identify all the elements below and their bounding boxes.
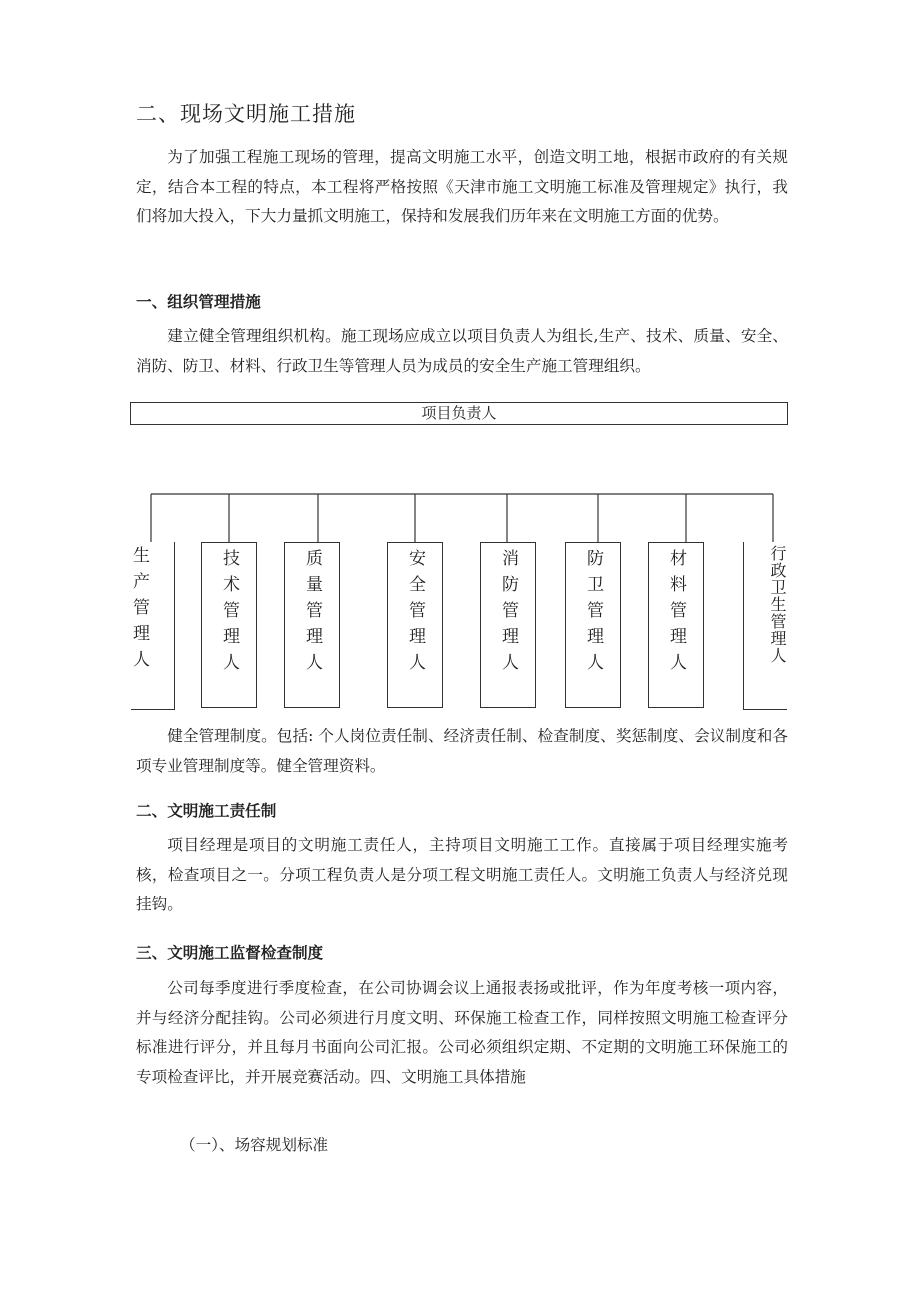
responsibility-paragraph: 项目经理是项目的文明施工责任人，主持项目文明施工工作。直接属于项目经理实施考核，检查项目之一。分项工程负责人是分项工程文明施工责任人。文明施工负责人与经济兑现挂钩。 bbox=[136, 836, 788, 913]
org-box-label: 质量管理人 bbox=[302, 549, 322, 679]
org-box-tech bbox=[201, 542, 257, 708]
org-box-label: 消防管理人 bbox=[498, 549, 518, 679]
org-side-label-left: 生产管理人 bbox=[129, 546, 149, 676]
page-title: 二、现场文明施工措施 bbox=[136, 102, 356, 126]
org-side-label-right: 行政卫生管理人 bbox=[768, 545, 787, 664]
org-root-box: 项目负责人 bbox=[130, 402, 788, 425]
subsection-heading: （一）、场容规划标准 bbox=[180, 1136, 329, 1154]
section-heading-responsibility: 二、文明施工责任制 bbox=[136, 802, 277, 820]
system-paragraph: 健全管理制度。包括: 个人岗位责任制、经济责任制、检查制度、奖惩制度、会议制度和各项专业管理制度等。健全管理资料。 bbox=[136, 727, 788, 775]
section-heading-organization: 一、组织管理措施 bbox=[136, 293, 261, 311]
org-box-safety bbox=[387, 542, 443, 708]
org-box-label: 技术管理人 bbox=[219, 549, 239, 679]
org-box-quality bbox=[284, 542, 340, 708]
org-box-label: 材料管理人 bbox=[666, 549, 686, 679]
organization-paragraph: 建立健全管理组织机构。施工现场应成立以项目负责人为组长,生产、技术、质量、安全、消防、防卫、材料、行政卫生等管理人员为成员的安全生产施工管理组织。 bbox=[136, 327, 788, 375]
org-box-label: 防卫管理人 bbox=[583, 549, 603, 679]
inspection-paragraph: 公司每季度进行季度检查，在公司协调会议上通报表扬或批评，作为年度考核一项内容，并与经济分配挂钩。公司必须进行月度文明、环保施工检查工作，同样按照文明施工检查评分标准进行评分，并且每月书面向公司汇报。公司必须组织定期、不定期的文明施工环保施工的专项检查评比，并开展竞赛活动。四、文明施工具体措施 bbox=[136, 979, 788, 1086]
intro-paragraph: 为了加强工程施工现场的管理，提高文明施工水平，创造文明工地，根据市政府的有关规定，结合本工程的特点，本工程将严格按照《天津市施工文明施工标准及管理规定》执行，我们将加大投入，下大力量抓文明施工，保持和发展我们历年来在文明施工方面的优势。 bbox=[136, 148, 788, 225]
org-box-security bbox=[565, 542, 621, 708]
org-box-fire bbox=[480, 542, 536, 708]
org-box-label: 安全管理人 bbox=[405, 549, 425, 679]
org-box-materials bbox=[648, 542, 704, 708]
section-heading-inspection: 三、文明施工监督检查制度 bbox=[136, 944, 324, 962]
